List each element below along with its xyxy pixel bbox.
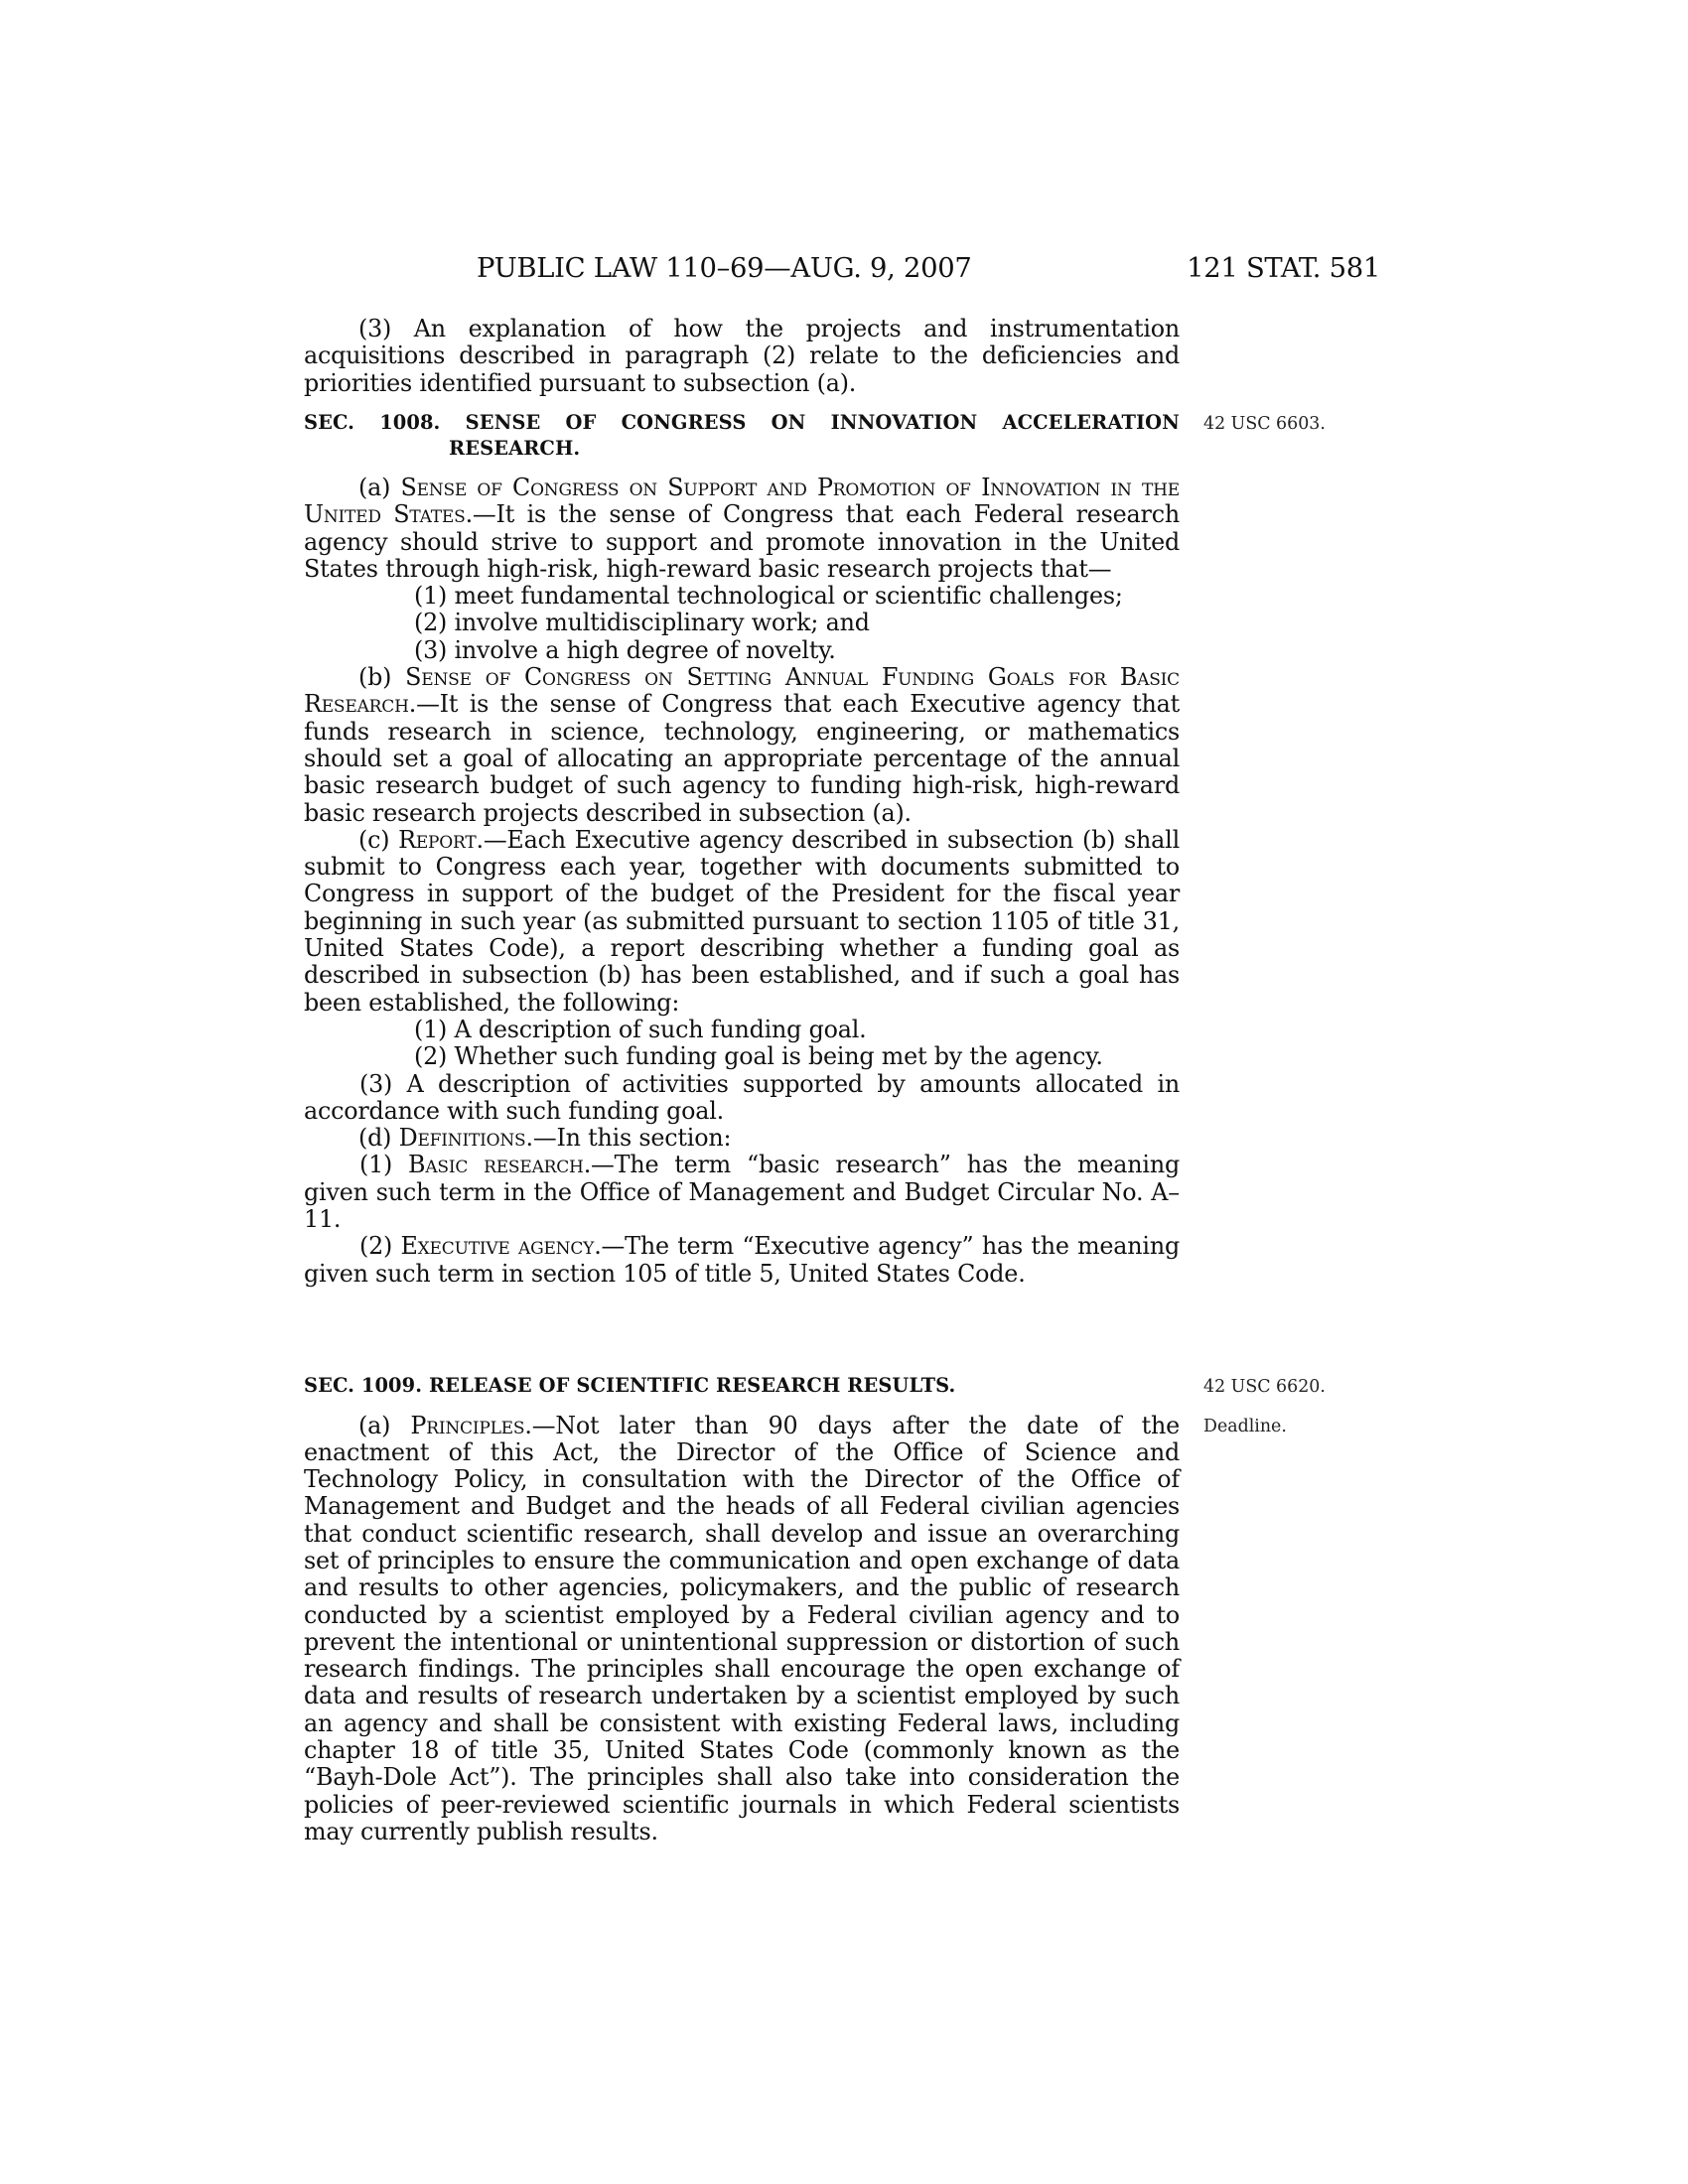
section-1008-heading [304,410,1180,461]
margin-note-usc-6620: 42 USC 6620. [1203,1377,1326,1397]
subsection-label: (c) [358,825,399,854]
paragraph-1008-d-1-text: .—The term “basic research” has the meaning given such term in the Office of Management and Budget Circular No. A–11. [304,1151,1180,1234]
section-1008 [304,410,1180,1288]
paragraph-1008-c-1: (1) A description of such funding goal. [414,1015,867,1043]
subsection-1008-b-text: .—It is the sense of Congress that each Executive agency that funds research in science, technology, engineering, or mathematics should set a goal of allocating an appropriate percentage of the annual basic research budget of such agency to funding high-risk, high-reward basic research projects described in subsection (a). [304,690,1180,827]
section-1008-title: SENSE OF CONGRESS ON INNOVATION ACCELERATION RESEARCH. [449,411,1180,460]
subsection-1008-d-heading: Definitions [398,1124,526,1153]
subsection-1009-a [304,1413,1180,1846]
paragraph-1008-c-3: (3) A description of activities supported by amounts allocated in accordance with such funding goal. [304,1069,1180,1125]
subsection-1008-b-heading: Sense of Congress on Setting Annual Funding Goals for Basic Research [304,663,1180,719]
paragraph-1008-a-3: (3) involve a high degree of novelty. [414,635,836,664]
page-title: PUBLIC LAW 110–69—AUG. 9, 2007 [477,253,972,284]
paragraph-3-explanation: (3) An explanation of how the projects and instrumentation acquisitions described in paragraph (2) relate to the deficiencies and priorities identified pursuant to subsection (a). [304,315,1180,397]
subsection-label: (b) [358,663,406,692]
paragraph-label: (2) [359,1232,401,1261]
subsection-1008-c [304,827,1180,1017]
section-1008-number: SEC. 1008. [304,411,441,434]
subsection-1008-c-heading: Report [398,825,477,854]
section-1009-heading [304,1373,1180,1399]
subsection-1008-d-text: .—In this section: [525,1124,732,1153]
subsection-1008-b [304,664,1180,827]
subsection-1008-a-text: .—It is the sense of Congress that each Federal research agency should strive to support and promote innovation in the United States through high-risk, high-reward basic research projects that— [304,500,1180,583]
section-1009-number: SEC. 1009. [304,1374,423,1397]
paragraph-1008-d-2-text: .—The term “Executive agency” has the meaning given such term in section 105 of title 5, United States Code. [304,1232,1180,1288]
paragraph-label: (1) [359,1151,409,1179]
subsection-label: (a) [358,474,401,501]
margin-note-usc-6603: 42 USC 6603. [1203,414,1326,434]
section-1009-title: RELEASE OF SCIENTIFIC RESEARCH RESULTS. [428,1374,956,1397]
paragraph-1008-d-1-heading: Basic research [408,1151,584,1179]
subsection-1008-a-heading: Sense of Congress on Support and Promotion of Innovation in the United States [304,474,1180,529]
paragraph-1008-c-2: (2) Whether such funding goal is being met by the agency. [414,1042,1103,1071]
paragraph-1008-d-2-heading: Executive agency [400,1232,595,1261]
paragraph-1008-d-2 [249,1233,1180,1288]
subsection-label: (d) [358,1124,399,1153]
margin-note-deadline: Deadline. [1203,1417,1287,1436]
paragraph-1008-d-1 [249,1152,1180,1233]
stat-page-number: 121 STAT. 581 [1187,253,1380,284]
subsection-1009-a-text: .—Not later than 90 days after the date of the enactment of this Act, the Director of the Office of Science and Technology Policy, in consultation with the Director of the Office of Management and Budget and the heads of all Federal civilian agencies that conduct scientific research, shall develop and issue an overarching set of principles to ensure the communication and open exchange of data and results to other agencies, policymakers, and the public of research conducted by a scientist employed by a Federal civilian agency and to prevent the intentional or unintentional suppression or distortion of such research findings. The principles shall encourage the open exchange of data and results of research undertaken by a scientist employed by such an agency and shall be consistent with existing Federal laws, including chapter 18 of title 35, United States Code (commonly known as the “Bayh-Dole Act”). The principles shall also take into consideration the policies of peer-reviewed scientific journals in which Federal scientists may currently publish results. [304,1411,1180,1845]
subsection-1008-a [304,475,1180,583]
continued-paragraph-block [304,316,1180,397]
subsection-label: (a) [358,1411,411,1439]
subsection-1009-a-heading: Principles [410,1411,525,1439]
section-1009 [304,1373,1180,1845]
subsection-1008-d [304,1125,1180,1152]
subsection-1008-c-text: .—Each Executive agency described in subsection (b) shall submit to Congress each year, together with documents submitted to Congress in support of the budget of the President for the fiscal year beginning in such year (as submitted pursuant to section 1105 of title 31, United States Code), a report describing whether a funding goal as described in subsection (b) has been established, and if such a goal has been established, the following: [304,825,1180,1017]
paragraph-1008-a-1: (1) meet fundamental technological or scientific challenges; [414,582,1123,611]
paragraph-1008-a-2: (2) involve multidisciplinary work; and [414,609,870,637]
